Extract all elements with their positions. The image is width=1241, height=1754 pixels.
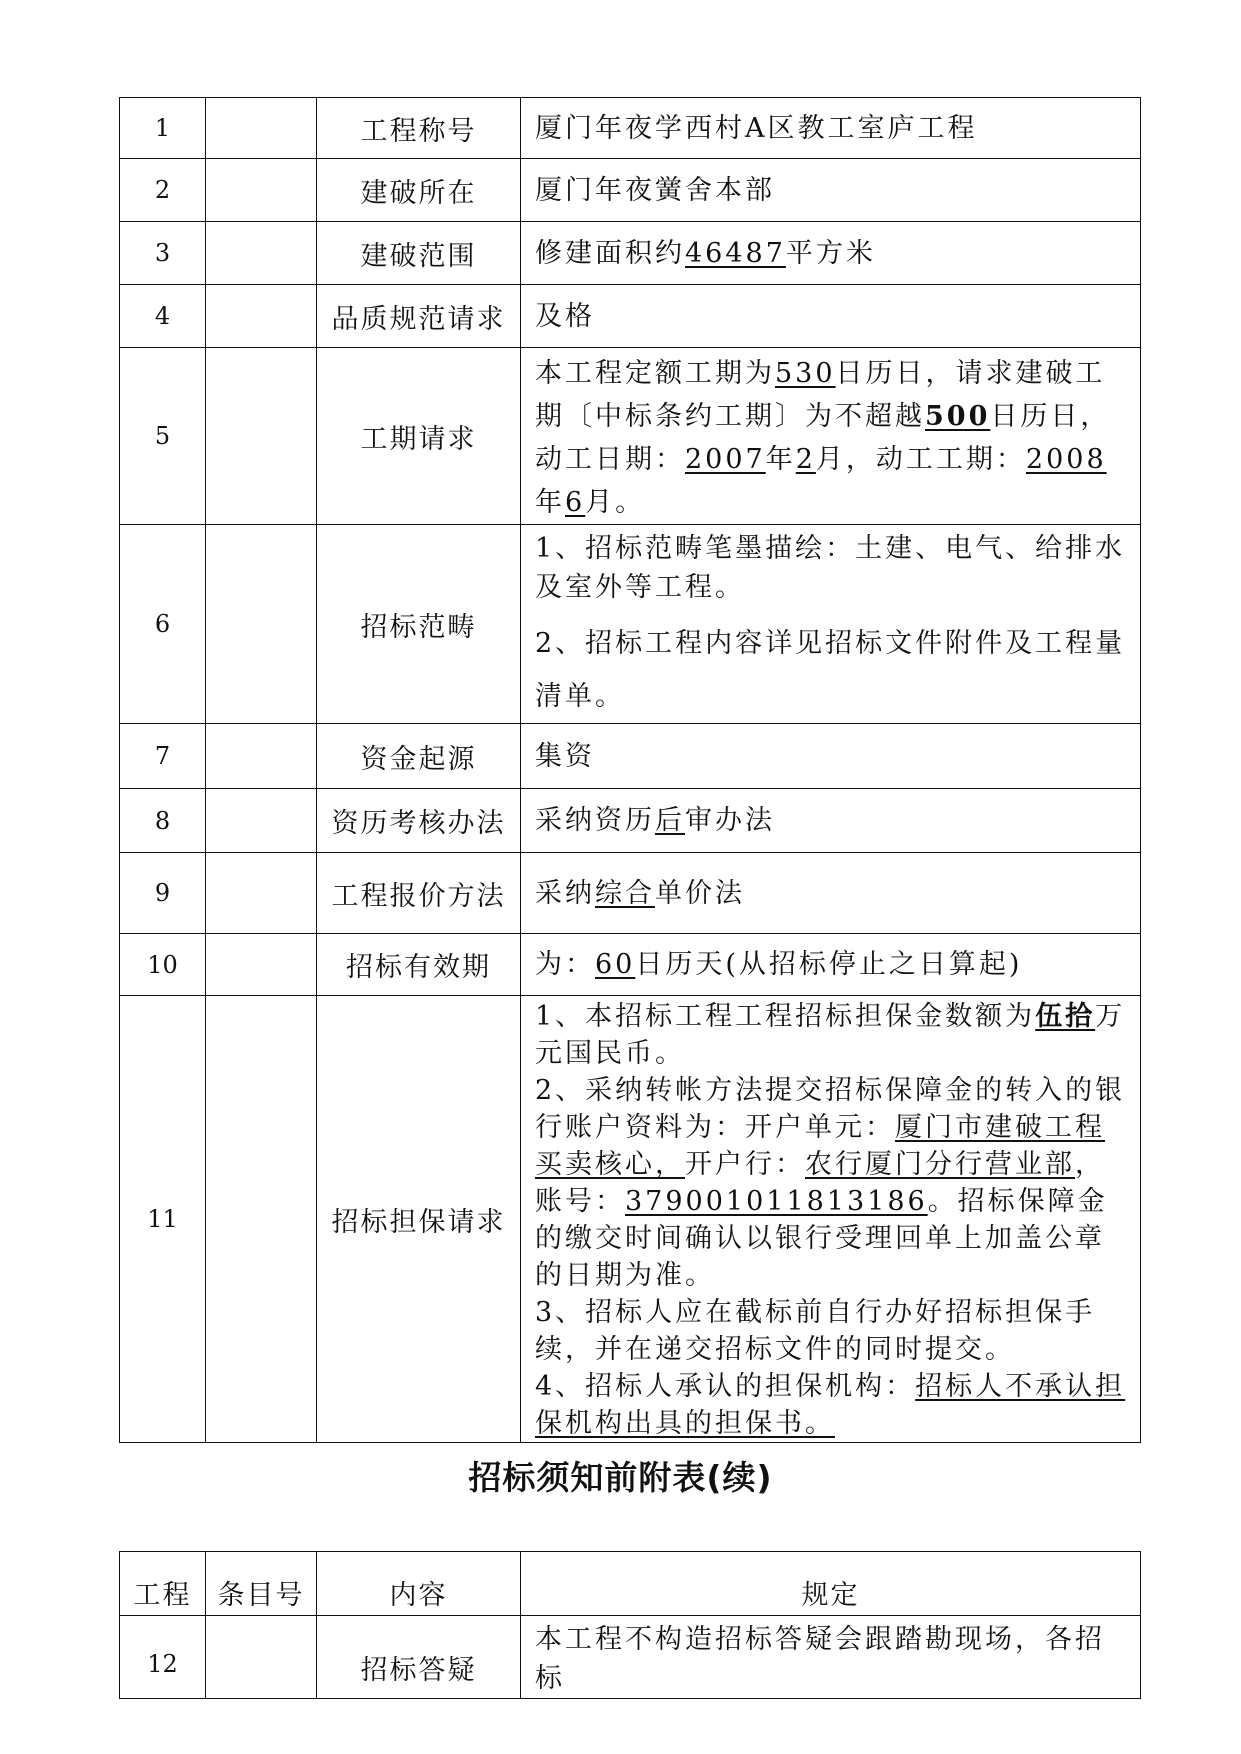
column-header: 条目号 [206, 1552, 317, 1616]
underlined-value: 综合 [595, 877, 655, 909]
paragraph [535, 998, 1130, 1072]
text: 单价法 [655, 877, 745, 909]
row-content [521, 348, 1141, 525]
row-content: 厦门年夜学西村A区教工室庐工程 [521, 98, 1141, 159]
row-content: 本工程不构造招标答疑会跟踏勘现场，各招标 [521, 1616, 1141, 1699]
row-number: 1 [120, 98, 206, 159]
text: ，账号： [535, 1149, 1105, 1217]
underlined-value: 厦门市建破工程买卖核心， [535, 1112, 1105, 1180]
table-row [120, 853, 1141, 934]
underlined-value: 6 [565, 487, 586, 518]
clause-number [206, 853, 317, 934]
row-item: 招标有效期 [317, 934, 521, 996]
clause-number [206, 996, 317, 1443]
row-item: 工程报价方法 [317, 853, 521, 934]
text: 。招标保障金的缴交时间确认以银行受理回单上加盖公章的日期为准。 [535, 1186, 1108, 1291]
underlined-value: 伍拾 [1035, 1001, 1096, 1032]
clause-number [206, 98, 317, 159]
row-item: 招标担保请求 [317, 996, 521, 1443]
column-header: 工程 [120, 1552, 206, 1616]
underlined-value: 2 [795, 444, 816, 475]
row-item: 建破所在 [317, 159, 521, 222]
row-content: 集资 [521, 724, 1141, 789]
row-item: 品质规范请求 [317, 285, 521, 348]
text: 采纳资历 [535, 805, 655, 836]
underlined-value: 后 [655, 805, 685, 836]
text: 2、采纳转帐方法提交招标保障金的转入的银行账户资料为：开户单元： [535, 1075, 1126, 1143]
row-item: 工程称号 [317, 98, 521, 159]
text: 开户行： [685, 1149, 805, 1180]
underlined-value: 农行厦门分行营业部 [805, 1149, 1075, 1180]
row-item: 资历考核办法 [317, 789, 521, 853]
section-title: 招标须知前附表(续) [468, 1458, 773, 1497]
bid-notice-table [119, 97, 1141, 1443]
column-header: 内容 [317, 1552, 521, 1616]
row-number: 8 [120, 789, 206, 853]
row-content [521, 525, 1141, 724]
text: 4、招标人承认的担保机构： [535, 1371, 916, 1402]
underlined-value: 招标人不承认担保机构出具的担保书。 [535, 1371, 1126, 1439]
text: 月。 [585, 487, 646, 518]
paragraph: 3、招标人应在截标前自行办好招标担保手续，并在递交招标文件的同时提交。 [535, 1297, 1096, 1365]
underlined-value: 2007 [685, 444, 766, 475]
table-row [120, 98, 1141, 159]
clause-number [206, 348, 317, 525]
row-content [521, 789, 1141, 853]
row-number: 12 [120, 1616, 206, 1699]
text: 月，动工工期： [815, 444, 1026, 475]
underlined-value: 60 [595, 949, 636, 980]
clause-number [206, 525, 317, 724]
column-header: 规定 [521, 1552, 1141, 1616]
row-number: 4 [120, 285, 206, 348]
row-item: 工期请求 [317, 348, 521, 525]
text: 1、本招标工程工程招标担保金数额为 [535, 1001, 1036, 1032]
row-number: 3 [120, 222, 206, 285]
text: 日历日，动工日期： [535, 401, 1111, 475]
table-header-row [120, 1552, 1141, 1616]
table-row [120, 285, 1141, 348]
row-number: 2 [120, 159, 206, 222]
text: 日历天(从招标停止之日算起) [635, 949, 1023, 980]
text: 修建面积约 [535, 237, 685, 269]
clause-number [206, 934, 317, 996]
table-row [120, 525, 1141, 724]
underlined-value: 530 [775, 358, 836, 389]
text: 年 [765, 444, 796, 475]
paragraph [535, 1072, 1130, 1294]
underlined-value: 379001011813186 [625, 1186, 928, 1217]
row-content [521, 934, 1141, 996]
text: 万元国民币。 [535, 1001, 1126, 1069]
row-content [521, 222, 1141, 285]
table-row [120, 996, 1141, 1443]
clause-number [206, 789, 317, 853]
row-number: 5 [120, 348, 206, 525]
clause-number [206, 724, 317, 789]
row-item: 招标答疑 [317, 1616, 521, 1699]
text: 为： [535, 949, 595, 980]
table-row [120, 1616, 1141, 1699]
row-number: 10 [120, 934, 206, 996]
text: 采纳 [535, 877, 595, 909]
table-row [120, 789, 1141, 853]
text: 本工程定额工期为 [535, 358, 775, 389]
row-number: 6 [120, 525, 206, 724]
table-row [120, 724, 1141, 789]
underlined-value: 46487 [685, 237, 786, 269]
row-item: 招标范畴 [317, 525, 521, 724]
paragraph: 2、招标工程内容详见招标文件附件及工程量清单。 [535, 628, 1126, 712]
row-content: 厦门年夜黉舍本部 [521, 159, 1141, 222]
text: 平方米 [785, 237, 876, 269]
clause-number [206, 159, 317, 222]
table-row [120, 222, 1141, 285]
row-content [521, 996, 1141, 1443]
clause-number [206, 285, 317, 348]
text: 日历日，请求建破工期〔中标条约工期〕为不超越 [535, 358, 1106, 432]
paragraph: 1、招标范畴笔墨描绘：土建、电气、给排水及室外等工程。 [535, 533, 1126, 603]
row-number: 7 [120, 724, 206, 789]
underlined-value: 2008 [1025, 444, 1107, 475]
text: 年 [535, 487, 565, 518]
row-number: 11 [120, 996, 206, 1443]
table-row [120, 934, 1141, 996]
table-row [120, 159, 1141, 222]
clause-number [206, 222, 317, 285]
row-item: 建破范围 [317, 222, 521, 285]
paragraph [535, 1368, 1130, 1442]
bid-notice-table-continued [119, 1551, 1141, 1699]
row-number: 9 [120, 853, 206, 934]
table-row [120, 348, 1141, 525]
row-content: 及格 [521, 285, 1141, 348]
row-item: 资金起源 [317, 724, 521, 789]
clause-number [206, 1616, 317, 1699]
row-content [521, 853, 1141, 934]
text: 审办法 [685, 805, 775, 836]
underlined-value: 500 [925, 401, 991, 432]
